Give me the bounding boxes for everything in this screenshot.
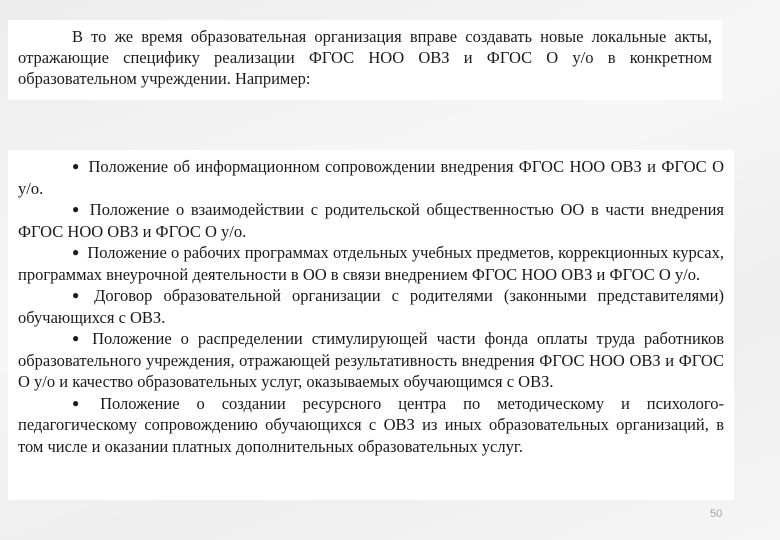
list-item-text: Положение о взаимодействии с родительской общественностью ОО в части внедрения ФГОС НОО ОВЗ и ФГОС О у/о. [18,200,724,241]
list-item [18,199,724,242]
local-acts-list [18,156,724,457]
bullet-icon: ● [72,202,82,216]
list-item-text: Договор образовательной организации с родителями (законными представителями) обучающихся с ОВЗ. [18,286,724,327]
list-item-text: Положение о рабочих программах отдельных учебных предметов, коррекционных курсах, программах внеурочной деятельности в ОО в связи внедрением ФГОС НОО ОВЗ и ФГОС О у/о. [18,243,725,284]
list-item [18,242,724,285]
list-item [18,156,724,199]
bullet-icon: ● [72,159,81,173]
intro-text-block [8,20,722,100]
bullet-icon: ● [72,245,80,259]
list-text-block [8,150,734,500]
bullet-icon: ● [72,331,85,345]
list-item-text: Положение об информационном сопровождении внедрения ФГОС НОО ОВЗ и ФГОС О у/о. [18,157,724,198]
list-item [18,328,724,393]
bullet-icon: ● [72,288,87,302]
bullet-icon: ● [72,395,93,410]
list-item-text: Положение о распределении стимулирующей части фонда оплаты труда работников образовательного учреждения, отражающей результативность внедрения ФГОС НОО ОВЗ и ФГОС О у/о и качество образовательных услуг, оказываемых обучающимся с ОВЗ. [18,329,725,391]
list-item [18,285,724,328]
list-item [18,393,724,458]
page-number: 50 [710,508,723,520]
list-item-text: Положение о создании ресурсного центра по методическому и психолого-педагогическому сопровождению обучающихся с ОВЗ из иных образовательных организаций, в том числе и оказании платных дополнительных образовательных услуг. [18,393,725,456]
intro-paragraph: В то же время образовательная организация вправе создавать новые локальные акты, отражающие специфику реализации ФГОС НОО ОВЗ и ФГОС О у/о в конкретном образовательном учреждении. Например: [18,27,712,88]
